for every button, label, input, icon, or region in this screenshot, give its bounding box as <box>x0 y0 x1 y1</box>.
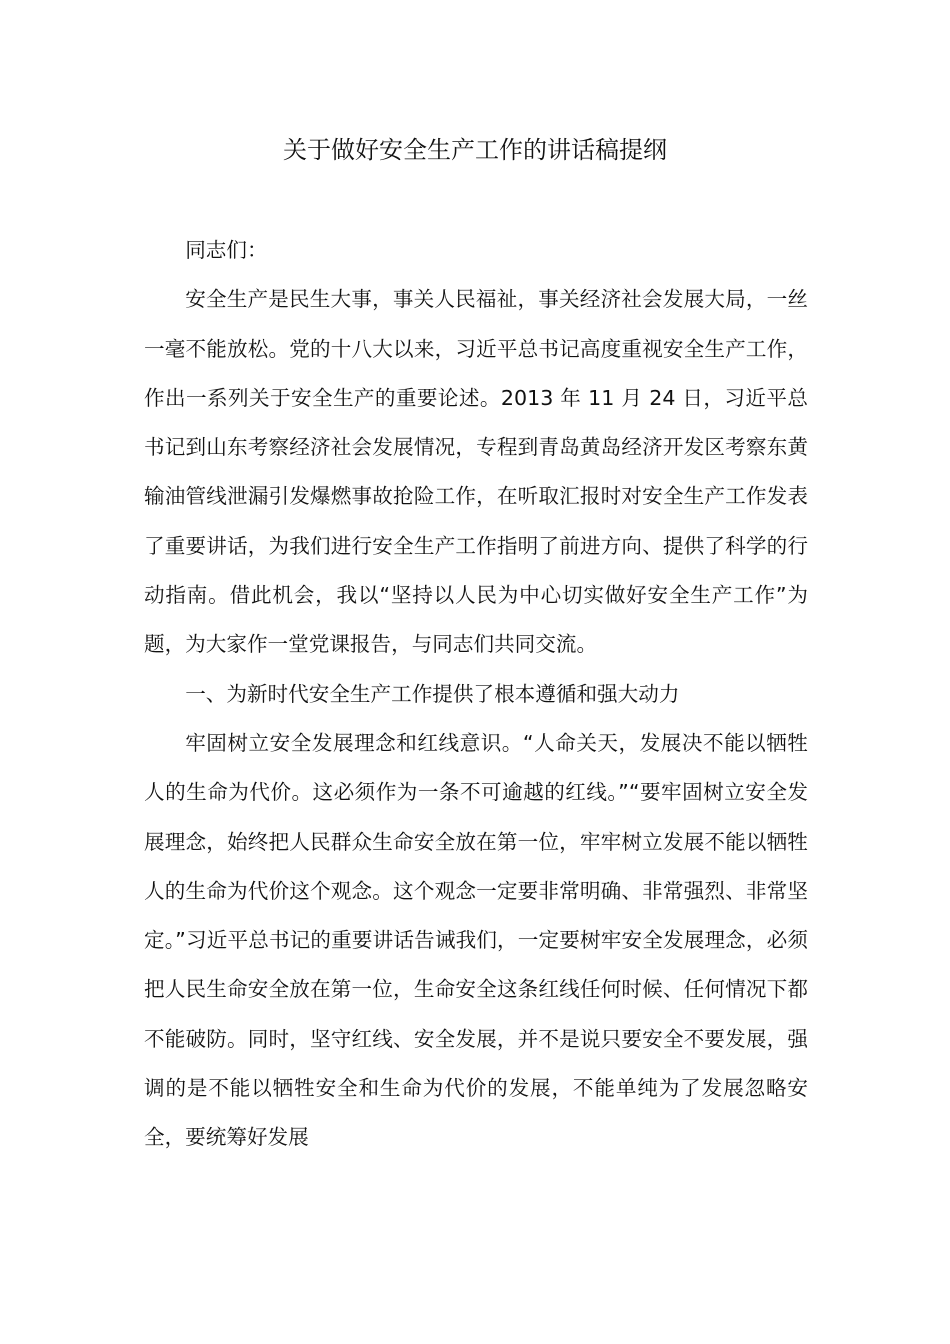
document-title: 关于做好安全生产工作的讲话稿提纲 <box>283 136 667 164</box>
document-body <box>144 226 808 1163</box>
section-1-paragraph: 牢固树立安全发展理念和红线意识。“人命关天，发展决不能以牺牲人的生命为代价。这必须作为一条不可逾越的红线。”“要牢固树立安全发展理念，始终把人民群众生命安全放在第一位，牢牢树立发展不能以牺牲人的生命为代价这个观念。这个观念一定要非常明确、非常强烈、非常坚定。”习近平总书记的重要讲话告诫我们，一定要树牢安全发展理念，必须把人民生命安全放在第一位，生命安全这条红线任何时候、任何情况下都不能破防。同时，坚守红线、安全发展，并不是说只要安全不要发展，强调的是不能以牺牲安全和生命为代价的发展，不能单纯为了发展忽略安全，要统筹好发展 <box>144 730 808 1150</box>
section-heading-1: 一、为新时代安全生产工作提供了根本遵循和强大动力 <box>185 681 680 706</box>
salutation-paragraph: 同志们： <box>185 238 268 262</box>
intro-paragraph: 安全生产是民生大事，事关人民福祉，事关经济社会发展大局，一丝一毫不能放松。党的十八大以来，习近平总书记高度重视安全生产工作，作出一系列关于安全生产的重要论述。2013 年 11 月 24 日，习近平总书记到山东考察经济社会发展情况，专程到青岛黄岛经济开发区考察东黄输油管线泄漏引发爆燃事故抢险工作，在听取汇报时对安全生产工作发表了重要讲话，为我们进行安全生产工作指明了前进方向、提供了科学的行动指南。借此机会，我以“坚持以人民为中心切实做好安全生产工作”为题，为大家作一堂党课报告，与同志们共同交流。 <box>144 287 808 657</box>
